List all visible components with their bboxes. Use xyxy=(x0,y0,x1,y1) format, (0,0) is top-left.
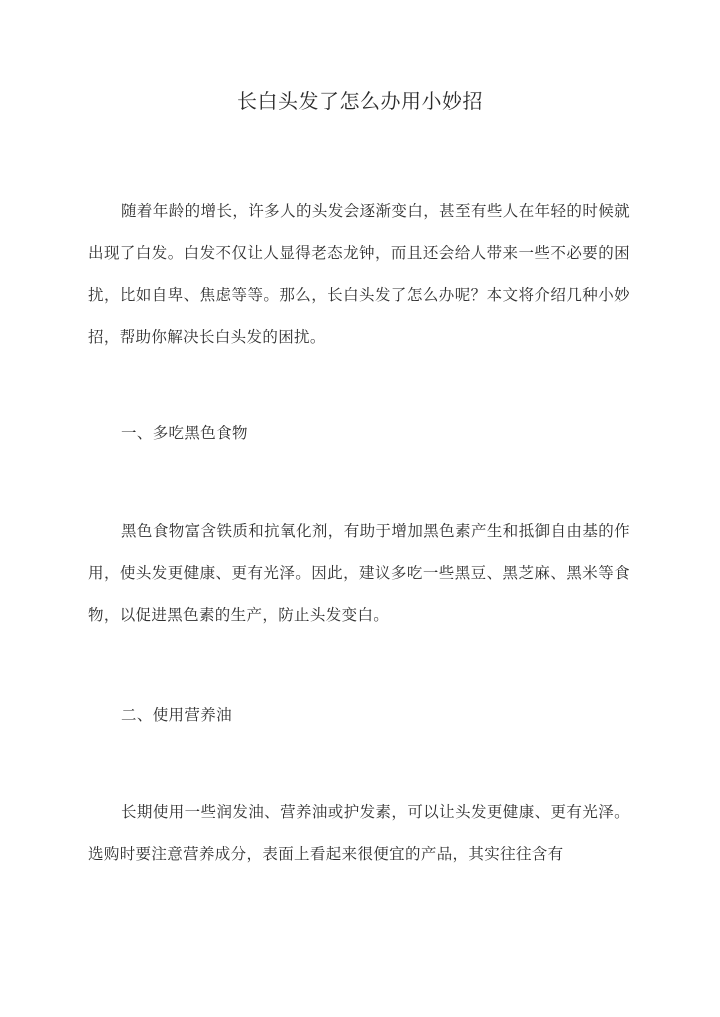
section-2-paragraph: 长期使用一些润发油、营养油或护发素，可以让头发更健康、更有光泽。选购时要注意营养成分，表面上看起来很便宜的产品，其实往往含有 xyxy=(88,803,630,863)
document-title: 长白头发了怎么办用小妙招 xyxy=(237,89,483,113)
intro-paragraph: 随着年龄的增长，许多人的头发会逐渐变白，甚至有些人在年轻的时候就出现了白发。白发不仅让人显得老态龙钟，而且还会给人带来一些不必要的困扰，比如自卑、焦虑等等。那么，长白头发了怎么办呢？本文将介绍几种小妙招，帮助你解决长白头发的困扰。 xyxy=(88,202,630,346)
section-heading-2: 二、使用营养油 xyxy=(121,706,232,724)
section-1-paragraph: 黑色食物富含铁质和抗氧化剂，有助于增加黑色素产生和抵御自由基的作用，使头发更健康、更有光泽。因此，建议多吃一些黑豆、黑芝麻、黑米等食物，以促进黑色素的生产，防止头发变白。 xyxy=(88,522,630,624)
section-heading-1: 一、多吃黑色食物 xyxy=(121,424,248,442)
